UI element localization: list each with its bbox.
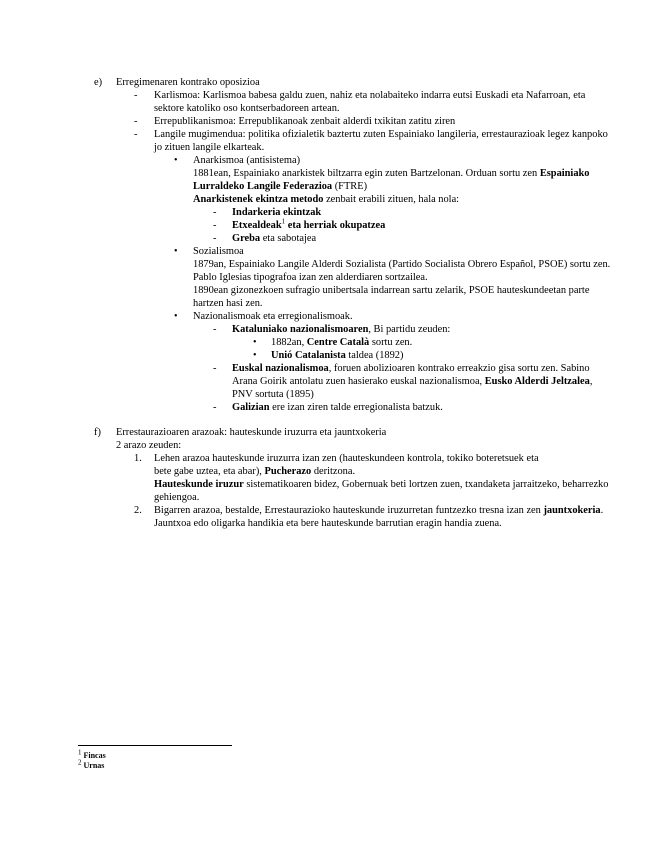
text-line: [193, 193, 589, 206]
list-item-marker: -: [213, 233, 217, 244]
bold-span: Anarkistenek ekintza metodo: [193, 194, 324, 205]
text-line: PNV sortuta (1895): [232, 389, 314, 400]
method-item: [232, 206, 321, 219]
footnote-ref: 1: [281, 217, 286, 226]
text-line: [193, 180, 589, 193]
text-line: jo zituen langile elkarteak.: [154, 142, 265, 153]
bullet-icon: •: [174, 311, 178, 322]
text-line: 1890ean gizonezkoen sufragio unibertsala indarrean sartu zelarik, PSOE hauteskundeetan parte: [193, 285, 590, 296]
text-line: Karlismoa: Karlismoa babesa galdu zuen, nahiz eta nolabaiteko indarra eutsi Euskadi eta Nafarroan, eta: [154, 90, 586, 101]
text-span: Bigarren arazoa, bestalde, Errestaurazioko hauteskunde iruzurretan funtzezko tresna izan zen: [154, 505, 544, 516]
bold-span: Eusko Alderdi Jeltzalea: [484, 376, 590, 387]
section-e-marker: e): [94, 77, 103, 88]
text-line: [154, 504, 603, 517]
bold-span: Indarkeria ekintzak: [232, 207, 322, 218]
sozialismoa-block: [193, 245, 610, 310]
bold-span: jauntxokeria: [543, 505, 601, 516]
list-item-karlismoa: [154, 89, 585, 115]
text-span: (FTRE): [332, 181, 368, 192]
text-line: 1879an, Espainiako Langile Alderdi Sozialista (Partido Socialista Obrero Español, PSOE) sortu zen.: [193, 259, 611, 270]
bold-span: Centre Català: [306, 337, 370, 348]
bold-span: Greba: [232, 233, 261, 244]
arazo-item-1: [154, 452, 608, 504]
sozialismoa-title: Sozialismoa: [193, 246, 244, 257]
text-span: , Bi partidu zeuden:: [368, 324, 451, 335]
bold-span: Pucherazo: [264, 466, 312, 477]
text-span: 1882an,: [271, 337, 307, 348]
bold-span: Etxealdeak: [232, 220, 282, 231]
bold-span: Hauteskunde iruzur: [154, 479, 244, 490]
bold-span: Euskal nazionalismoa: [232, 363, 329, 374]
footnote-number: 2: [78, 758, 82, 767]
bullet-icon: •: [253, 350, 257, 361]
anarkismoa-block: [193, 154, 589, 206]
text-span: bete gabe uztea, eta abar),: [154, 466, 265, 477]
party-item: [271, 349, 403, 362]
text-line: [154, 465, 608, 478]
bold-span: Lurraldeko Langile Federazioa: [193, 181, 333, 192]
text-line: sektore katoliko oso kontserbadoreen artean.: [154, 103, 340, 114]
list-item-marker: -: [213, 220, 217, 231]
text-line: Errepublikanismoa: Errepublikanoak zenbait alderdi txikitan zatitu ziren: [154, 116, 456, 127]
arazo-item-2: [154, 504, 603, 530]
list-item-marker: -: [134, 90, 138, 101]
text-line: [232, 375, 592, 388]
footnote-number: 1: [78, 748, 82, 757]
nazionalismoak-title: Nazionalismoak eta erregionalismoak.: [193, 311, 353, 322]
method-item: [232, 219, 385, 232]
footnote-text: Urnas: [83, 761, 105, 770]
text-line: Jauntxoa edo oligarka handikia eta bere hauteskunde barrutian eragin handia zuena.: [154, 518, 502, 529]
list-item-marker: -: [134, 129, 138, 140]
list-item-marker: -: [213, 207, 217, 218]
party-item: [271, 336, 412, 349]
text-span: eta sabotajea: [260, 233, 317, 244]
bold-span: Unió Catalanista: [271, 350, 346, 361]
text-line: Langile mugimendua: politika ofizialetik baztertu zuten Espainiako langileria, errestaurazioak legez kanpoko: [154, 129, 608, 140]
section-f-intro: 2 arazo zeuden:: [116, 440, 182, 451]
bold-span: Espainiako: [539, 168, 590, 179]
list-item-marker: -: [213, 402, 217, 413]
anarkismoa-title: Anarkismoa (antisistema): [193, 155, 301, 166]
list-item-marker: -: [134, 116, 138, 127]
list-item-errepublikanismoa: [154, 115, 455, 128]
text-span: zenbait erabili zituen, hala nola:: [323, 194, 460, 205]
text-span: ere izan ziren talde erregionalista batzuk.: [269, 402, 443, 413]
section-f-header: [116, 426, 386, 452]
text-line: [193, 167, 589, 180]
list-item-marker: 2.: [134, 505, 142, 516]
section-e-title: Erregimenaren kontrako oposizioa: [116, 77, 260, 88]
text-span: , foruen abolizioaren kontrako erreakzio gisa sortu zen. Sabino: [328, 363, 590, 374]
bold-span: Kataluniako nazionalismoaren: [232, 324, 369, 335]
list-item-marker: -: [213, 324, 217, 335]
list-item-marker: 1.: [134, 453, 142, 464]
text-span: deritzona.: [311, 466, 356, 477]
text-span: ,: [589, 376, 593, 387]
text-span: taldea (1892): [345, 350, 404, 361]
list-item-marker: -: [213, 363, 217, 374]
footnote-2: [78, 758, 105, 771]
text-span: 1881ean, Espainiako anarkistek biltzarra egin zuten Bartzelonan. Orduan sortu zen: [193, 168, 540, 179]
text-line: [154, 478, 608, 491]
text-line: Lehen arazoa hauteskunde iruzurra izan zen (hauteskundeen kontrola, tokiko boteretsuek eta: [154, 453, 539, 464]
text-span: .: [600, 505, 604, 516]
method-item: [232, 232, 316, 245]
list-item-langile-mugimendua: [154, 128, 608, 154]
text-span: sistematikoaren bidez, Gobernuak beti lortzen zuen, txandaketa jarraitzeko, beharrezko: [243, 479, 609, 490]
text-line: hartzen hasi zen.: [193, 298, 263, 309]
bold-span: Galizian: [232, 402, 270, 413]
bullet-icon: •: [253, 337, 257, 348]
text-line: gehiengoa.: [154, 492, 200, 503]
footnote-divider: [78, 745, 232, 746]
bold-span: eta herriak okupatzea: [285, 220, 386, 231]
footnote-text: Fincas: [83, 751, 106, 760]
bullet-icon: •: [174, 155, 178, 166]
bullet-icon: •: [174, 246, 178, 257]
footnote-1: [78, 748, 106, 761]
text-line: [232, 362, 592, 375]
section-f-marker: f): [94, 427, 101, 438]
text-span: sortu zen.: [369, 337, 413, 348]
text-line: Pablo Iglesias tipografoa izan zen alderdiaren sortzailea.: [193, 272, 428, 283]
euskal-item: [232, 362, 592, 401]
section-f-title: Errestaurazioaren arazoak: hauteskunde iruzurra eta jauntxokeria: [116, 427, 387, 438]
text-span: Arana Goirik antolatu zuen hasierako euskal nazionalismoa,: [232, 376, 485, 387]
katalunia-item: [232, 323, 450, 336]
galizia-item: [232, 401, 443, 414]
